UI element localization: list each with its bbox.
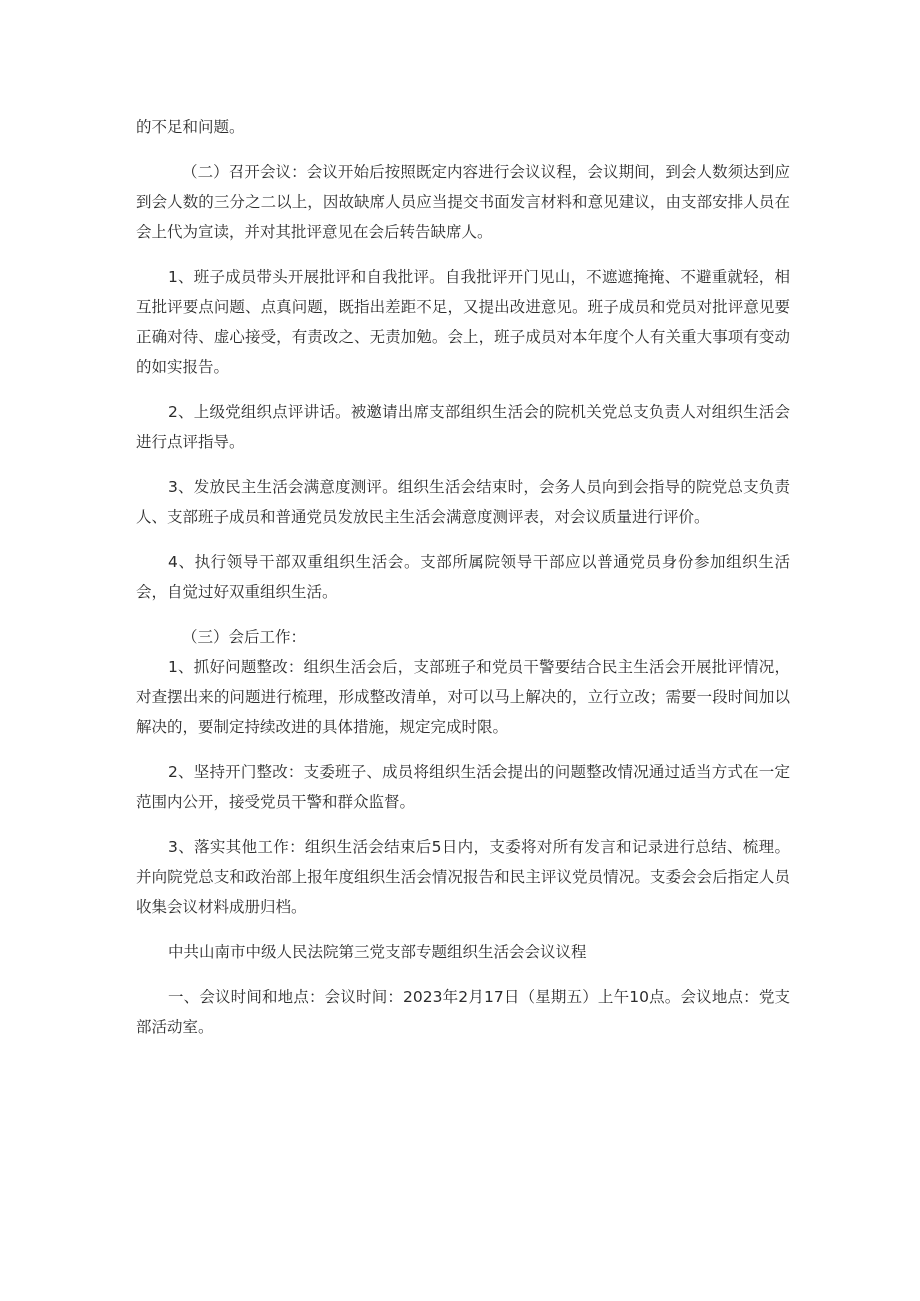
paragraph-item-other-work: 3、落实其他工作：组织生活会结束后5日内，支委将对所有发言和记录进行总结、梳理。并向院党总支和政治部上报年度组织生活会情况报告和民主评议党员情况。支委会会后指定人员收集会议材料成册归档。 xyxy=(136,838,790,916)
agenda-title: 中共山南市中级人民法院第三党支部专题组织生活会会议议程 xyxy=(168,943,587,961)
paragraph-item-criticism: 1、班子成员带头开展批评和自我批评。自我批评开门见山，不遮遮掩掩、不避重就轻，相互批评要点问题、点真问题，既指出差距不足，又提出改进意见。班子成员和党员对批评意见要正确对待、虚心接受，有责改之、无责加勉。会上，班子成员对本年度个人有关重大事项有变动的如实报告。 xyxy=(136,268,790,376)
paragraph-item-rectification: 1、抓好问题整改：组织生活会后，支部班子和党员干警要结合民主生活会开展批评情况，对查摆出来的问题进行梳理，形成整改清单，对可以马上解决的，立行立改；需要一段时间加以解决的，要制定持续改进的具体措施，规定完成时限。 xyxy=(136,658,790,736)
paragraph-item-survey: 3、发放民主生活会满意度测评。组织生活会结束时，会务人员向到会指导的院党总支负责人、支部班子成员和普通党员发放民主生活会满意度测评表，对会议质量进行评价。 xyxy=(136,478,790,526)
paragraph-item-open-rectification: 2、坚持开门整改：支委班子、成员将组织生活会提出的问题整改情况通过适当方式在一定范围内公开，接受党员干警和群众监督。 xyxy=(136,763,790,811)
paragraph-section-3-heading: （三）会后工作： xyxy=(182,628,307,646)
paragraph-agenda-time-place: 一、会议时间和地点：会议时间：2023年2月17日（星期五）上午10点。会议地点：党支部活动室。 xyxy=(136,988,790,1036)
paragraph-item-dual-life: 4、执行领导干部双重组织生活会。支部所属院领导干部应以普通党员身份参加组织生活会，自觉过好双重组织生活。 xyxy=(136,553,790,601)
paragraph-continuation: 的不足和问题。 xyxy=(136,118,245,136)
paragraph-section-2-meeting: （二）召开会议：会议开始后按照既定内容进行会议议程，会议期间，到会人数须达到应到会人数的三分之二以上，因故缺席人员应当提交书面发言材料和意见建议，由支部安排人员在会上代为宣读，并对其批评意见在会后转告缺席人。 xyxy=(136,163,790,241)
paragraph-item-review: 2、上级党组织点评讲话。被邀请出席支部组织生活会的院机关党总支负责人对组织生活会进行点评指导。 xyxy=(136,403,790,451)
